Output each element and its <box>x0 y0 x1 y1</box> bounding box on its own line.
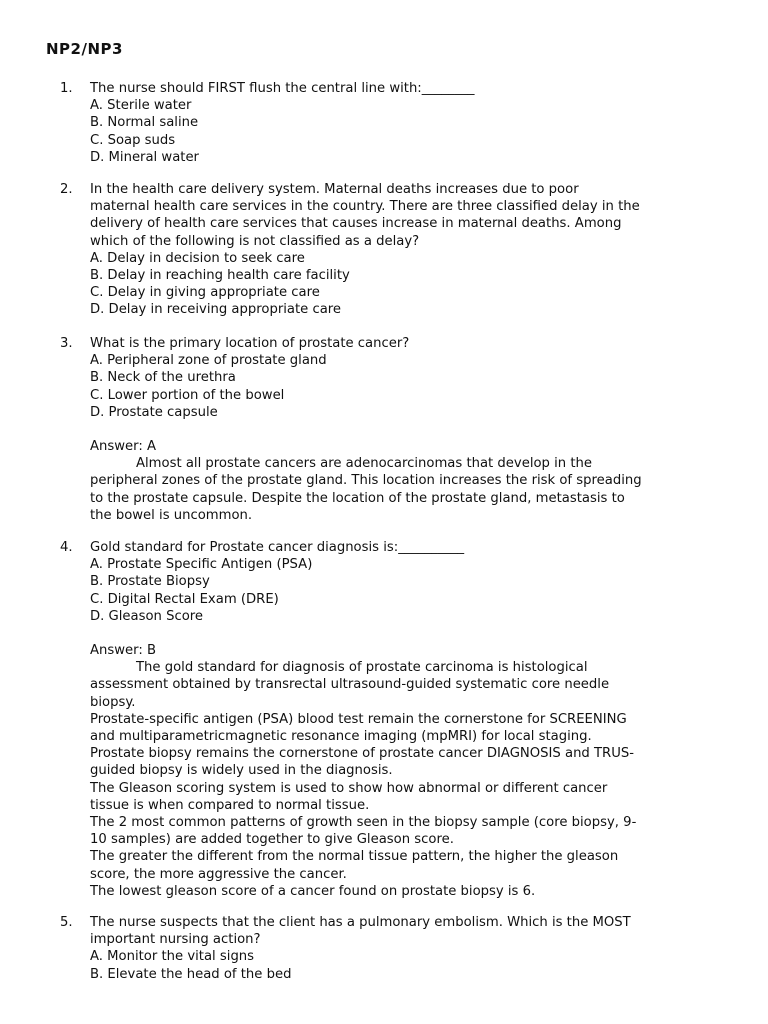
option-a: A. Peripheral zone of prostate gland <box>90 353 327 369</box>
explanation-line: biopsy. <box>90 694 136 710</box>
question-number: 2. <box>60 182 73 197</box>
option-c: C. Digital Rectal Exam (DRE) <box>90 591 279 607</box>
explanation-line: assessment obtained by transrectal ultrasound-guided systematic core needle <box>90 677 610 693</box>
question-number: 4. <box>60 540 73 555</box>
option-b: B. Delay in reaching health care facility <box>90 268 350 284</box>
option-d: D. Prostate capsule <box>90 404 218 420</box>
explanation-line: The lowest gleason score of a cancer found on prostate biopsy is 6. <box>90 883 536 899</box>
question-number: 1. <box>60 81 73 96</box>
explanation-line: Prostate-specific antigen (PSA) blood test remain the cornerstone for SCREENING <box>90 711 627 727</box>
question-stem: What is the primary location of prostate cancer? <box>90 336 410 351</box>
question-stem-line: In the health care delivery system. Maternal deaths increases due to poor <box>90 182 579 197</box>
spacer <box>90 421 730 438</box>
question-stem-line: important nursing action? <box>90 932 261 948</box>
option-d: D. Gleason Score <box>90 608 204 624</box>
spacer <box>90 625 730 642</box>
question-stem-line: The nurse suspects that the client has a pulmonary embolism. Which is the MOST <box>90 915 631 930</box>
question-stem-line: maternal health care services in the country. There are three classified delay in the <box>90 199 640 215</box>
explanation-line: the bowel is uncommon. <box>90 507 253 523</box>
question-number: 3. <box>60 336 73 351</box>
question-number: 5. <box>60 915 73 930</box>
explanation-line: to the prostate capsule. Despite the location of the prostate gland, metastasis to <box>90 490 625 506</box>
question-stem-line: delivery of health care services that causes increase in maternal deaths. Among <box>90 216 622 232</box>
option-c: C. Lower portion of the bowel <box>90 387 285 403</box>
option-a: A. Delay in decision to seek care <box>90 250 305 266</box>
option-a: A. Sterile water <box>90 98 192 114</box>
explanation-line: and multiparametricmagnetic resonance imaging (mpMRI) for local staging. <box>90 729 592 745</box>
explanation-line: The greater the different from the normal tissue pattern, the higher the gleason <box>90 849 619 865</box>
explanation-line: The Gleason scoring system is used to show how abnormal or different cancer <box>90 780 608 796</box>
answer-label: Answer: B <box>90 643 157 659</box>
question-stem: Gold standard for Prostate cancer diagnosis is:__________ <box>90 540 465 555</box>
question-body <box>90 80 730 166</box>
explanation-line: Almost all prostate cancers are adenocarcinomas that develop in the <box>136 456 592 472</box>
option-a: A. Prostate Specific Antigen (PSA) <box>90 557 313 573</box>
option-d: D. Mineral water <box>90 149 199 165</box>
option-b: B. Prostate Biopsy <box>90 574 210 590</box>
question-body <box>90 335 730 524</box>
option-b: B. Neck of the urethra <box>90 370 236 386</box>
document-title: NP2/NP3 <box>46 40 123 58</box>
explanation-line: 10 samples) are added together to give Gleason score. <box>90 832 454 848</box>
answer-label: Answer: A <box>90 439 156 455</box>
explanation-line: Prostate biopsy remains the cornerstone of prostate cancer DIAGNOSIS and TRUS- <box>90 746 634 762</box>
option-a: A. Monitor the vital signs <box>90 949 255 965</box>
explanation-line: score, the more aggressive the cancer. <box>90 866 347 882</box>
explanation-line: peripheral zones of the prostate gland. This location increases the risk of spreading <box>90 473 642 489</box>
question-body <box>90 539 730 900</box>
option-b: B. Normal saline <box>90 115 199 131</box>
question-body <box>90 914 730 983</box>
question-stem-line: which of the following is not classified as a delay? <box>90 233 420 249</box>
option-d: D. Delay in receiving appropriate care <box>90 302 342 318</box>
option-c: C. Delay in giving appropriate care <box>90 285 320 301</box>
explanation-line: guided biopsy is widely used in the diagnosis. <box>90 763 393 779</box>
option-c: C. Soap suds <box>90 132 176 148</box>
option-b: B. Elevate the head of the bed <box>90 966 292 982</box>
explanation-line: The gold standard for diagnosis of prostate carcinoma is histological <box>136 660 588 676</box>
question-body <box>90 181 730 319</box>
question-stem: The nurse should FIRST flush the central line with:________ <box>90 81 475 96</box>
explanation-line: tissue is when compared to normal tissue. <box>90 797 370 813</box>
explanation-line: The 2 most common patterns of growth seen in the biopsy sample (core biopsy, 9- <box>90 815 637 831</box>
